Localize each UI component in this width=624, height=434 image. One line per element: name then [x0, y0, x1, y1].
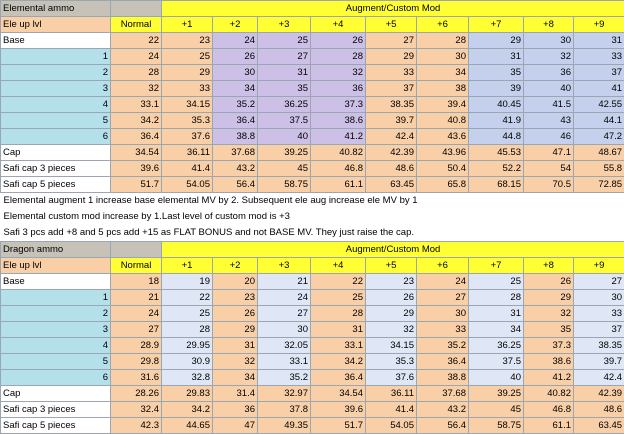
table-cell: 36.25: [258, 97, 311, 113]
row-label: 4: [1, 338, 111, 354]
table-cell: 37.5: [258, 113, 311, 129]
note-text: Safi 3 pcs add +8 and 5 pcs add +15 as FLAT BONUS and not BASE MV. They just raise the cap.: [1, 225, 624, 242]
table-cell: 39.4: [417, 97, 469, 113]
table-cell: 38.35: [574, 338, 624, 354]
table-cell: 41.4: [162, 161, 213, 177]
table-cell: 30: [574, 290, 624, 306]
table-cell: 40: [524, 81, 574, 97]
table-cell: 26: [311, 33, 366, 49]
table-cell: 35.2: [213, 97, 258, 113]
table-cell: 19: [162, 274, 213, 290]
table-cell: 18: [111, 274, 162, 290]
table-cell: 34.54: [111, 145, 162, 161]
table-row: [1, 65, 624, 81]
table-cell: 29.83: [162, 386, 213, 402]
table-cell: 22: [162, 290, 213, 306]
table-cell: 38.6: [311, 113, 366, 129]
table-cell: 33.1: [258, 354, 311, 370]
table-cell: 28: [311, 49, 366, 65]
table-row: [1, 177, 624, 193]
table-cell: 24: [213, 33, 258, 49]
table-cell: 56.4: [213, 177, 258, 193]
column-header: Normal: [111, 258, 162, 274]
table-cell: 44.8: [469, 129, 524, 145]
table-cell: 39.25: [258, 145, 311, 161]
table-row: [1, 129, 624, 145]
table-cell: 43.2: [213, 161, 258, 177]
table-row: [1, 113, 624, 129]
table-cell: 22: [311, 274, 366, 290]
table-cell: 32.05: [258, 338, 311, 354]
table-cell: 34.2: [162, 402, 213, 418]
table-cell: 39.6: [111, 161, 162, 177]
table-cell: 33.1: [311, 338, 366, 354]
table-row: [1, 33, 624, 49]
table-cell: 38.6: [524, 354, 574, 370]
table-cell: 41: [574, 81, 624, 97]
table-cell: 72.85: [574, 177, 624, 193]
table-cell: 22: [111, 33, 162, 49]
row-label: 2: [1, 306, 111, 322]
table-cell: 54.05: [162, 177, 213, 193]
table-cell: 44.65: [162, 418, 213, 434]
table-cell: 42.39: [366, 145, 417, 161]
table-cell: 43.96: [417, 145, 469, 161]
column-header: +7: [469, 17, 524, 33]
table-cell: 70.5: [524, 177, 574, 193]
table-row: [1, 161, 624, 177]
table-cell: 33: [366, 65, 417, 81]
table-cell: 63.45: [574, 418, 624, 434]
note-text: Elemental custom mod increase by 1.Last level of custom mod is +3: [1, 209, 624, 225]
table-cell: 40.45: [469, 97, 524, 113]
table-cell: 46: [524, 129, 574, 145]
column-header: +7: [469, 258, 524, 274]
table-cell: 40: [469, 370, 524, 386]
table-cell: 25: [311, 290, 366, 306]
table-row: [1, 97, 624, 113]
row-label: Safi cap 3 pieces: [1, 161, 111, 177]
table-cell: 30: [524, 33, 574, 49]
section-title: Elemental ammo: [1, 1, 111, 17]
table-row: [1, 402, 624, 418]
table-cell: 35: [258, 81, 311, 97]
table-row: [1, 49, 624, 65]
table-cell: 25: [258, 33, 311, 49]
blank-cell: [111, 242, 162, 258]
column-header: +4: [311, 258, 366, 274]
table-cell: 36.4: [213, 113, 258, 129]
table-cell: 37.3: [311, 97, 366, 113]
table-cell: 34: [213, 370, 258, 386]
table-cell: 30.9: [162, 354, 213, 370]
table-cell: 30: [258, 322, 311, 338]
table-cell: 28: [311, 306, 366, 322]
table-cell: 39.25: [469, 386, 524, 402]
table-cell: 32: [311, 65, 366, 81]
table-cell: 34.54: [311, 386, 366, 402]
table-cell: 27: [417, 290, 469, 306]
column-header: +8: [524, 17, 574, 33]
table-cell: 29: [162, 65, 213, 81]
section-title-row: [1, 1, 624, 17]
row-label: 3: [1, 81, 111, 97]
column-header: +9: [574, 17, 624, 33]
column-header: +4: [311, 17, 366, 33]
table-cell: 32: [213, 354, 258, 370]
table-cell: 38.8: [213, 129, 258, 145]
table-cell: 23: [366, 274, 417, 290]
row-label: Base: [1, 33, 111, 49]
table-cell: 36: [524, 65, 574, 81]
table-row: [1, 354, 624, 370]
table-cell: 41.5: [524, 97, 574, 113]
table-cell: 27: [366, 33, 417, 49]
table-cell: 32: [111, 81, 162, 97]
table-cell: 25: [162, 306, 213, 322]
column-header-row: [1, 17, 624, 33]
row-label: 5: [1, 113, 111, 129]
table-cell: 37: [366, 81, 417, 97]
table-cell: 47.2: [574, 129, 624, 145]
table-cell: 36.4: [311, 370, 366, 386]
table-cell: 55.8: [574, 161, 624, 177]
table-cell: 52.2: [469, 161, 524, 177]
table-cell: 26: [213, 49, 258, 65]
table-cell: 63.45: [366, 177, 417, 193]
table-cell: 36.11: [366, 386, 417, 402]
table-cell: 48.6: [574, 402, 624, 418]
table-cell: 56.4: [417, 418, 469, 434]
table-cell: 34: [417, 65, 469, 81]
table-cell: 31: [213, 338, 258, 354]
table-cell: 54.05: [366, 418, 417, 434]
table-cell: 29.95: [162, 338, 213, 354]
table-cell: 33: [574, 306, 624, 322]
table-cell: 32: [524, 306, 574, 322]
table-cell: 29: [524, 290, 574, 306]
row-label: 4: [1, 97, 111, 113]
table-cell: 24: [258, 290, 311, 306]
table-cell: 41.2: [524, 370, 574, 386]
table-cell: 37.68: [213, 145, 258, 161]
table-cell: 28: [417, 33, 469, 49]
table-cell: 28: [469, 290, 524, 306]
table-cell: 42.4: [366, 129, 417, 145]
table-cell: 34.2: [111, 113, 162, 129]
table-cell: 35.2: [258, 370, 311, 386]
table-cell: 33: [162, 81, 213, 97]
row-label: Safi cap 5 pieces: [1, 177, 111, 193]
table-cell: 29: [366, 49, 417, 65]
table-cell: 21: [111, 290, 162, 306]
table-row: [1, 386, 624, 402]
table-cell: 45: [258, 161, 311, 177]
section-title-row: [1, 242, 624, 258]
table-cell: 54: [524, 161, 574, 177]
table-cell: 45: [469, 402, 524, 418]
table-row: [1, 370, 624, 386]
table-cell: 37.3: [524, 338, 574, 354]
table-cell: 68.15: [469, 177, 524, 193]
table-cell: 26: [524, 274, 574, 290]
table-cell: 37.68: [417, 386, 469, 402]
augment-banner: Augment/Custom Mod: [162, 1, 624, 17]
table-cell: 31.4: [213, 386, 258, 402]
table-cell: 32.8: [162, 370, 213, 386]
row-label: Safi cap 5 pieces: [1, 418, 111, 434]
table-cell: 47.1: [524, 145, 574, 161]
table-cell: 31.6: [111, 370, 162, 386]
table-cell: 65.8: [417, 177, 469, 193]
column-header: +6: [417, 17, 469, 33]
table-cell: 37.6: [162, 129, 213, 145]
table-cell: 36.4: [417, 354, 469, 370]
column-header: +3: [258, 258, 311, 274]
table-row: [1, 338, 624, 354]
table-cell: 25: [469, 274, 524, 290]
table-row: [1, 274, 624, 290]
table-cell: 20: [213, 274, 258, 290]
table-cell: 37: [574, 65, 624, 81]
table-cell: 37: [574, 322, 624, 338]
table-cell: 45.53: [469, 145, 524, 161]
row-label: Cap: [1, 386, 111, 402]
table-cell: 28.9: [111, 338, 162, 354]
table-cell: 35: [469, 65, 524, 81]
table-cell: 28.26: [111, 386, 162, 402]
table-cell: 32: [524, 49, 574, 65]
table-cell: 39.7: [366, 113, 417, 129]
table-cell: 51.7: [311, 418, 366, 434]
table-cell: 33: [417, 322, 469, 338]
table-cell: 34.2: [311, 354, 366, 370]
table-cell: 42.39: [574, 386, 624, 402]
table-cell: 51.7: [111, 177, 162, 193]
table-cell: 44.1: [574, 113, 624, 129]
table-cell: 40.8: [417, 113, 469, 129]
table-row: [1, 418, 624, 434]
table-cell: 50.4: [417, 161, 469, 177]
row-label: Cap: [1, 145, 111, 161]
table-cell: 33: [574, 49, 624, 65]
column-header: +2: [213, 258, 258, 274]
table-cell: 36.25: [469, 338, 524, 354]
augment-banner: Augment/Custom Mod: [162, 242, 624, 258]
table-cell: 35.3: [366, 354, 417, 370]
table-cell: 27: [258, 306, 311, 322]
table-cell: 28: [111, 65, 162, 81]
note-row: [1, 193, 624, 210]
table-cell: 31: [311, 322, 366, 338]
table-row: [1, 322, 624, 338]
table-cell: 39: [469, 81, 524, 97]
table-cell: 34: [469, 322, 524, 338]
table-cell: 35.3: [162, 113, 213, 129]
table-cell: 58.75: [469, 418, 524, 434]
table-cell: 32: [366, 322, 417, 338]
table-cell: 23: [162, 33, 213, 49]
table-cell: 24: [111, 306, 162, 322]
table-cell: 31: [469, 49, 524, 65]
table-cell: 43.2: [417, 402, 469, 418]
column-header: +5: [366, 258, 417, 274]
table-cell: 48.67: [574, 145, 624, 161]
table-cell: 42.55: [574, 97, 624, 113]
row-label: 2: [1, 65, 111, 81]
table-cell: 40.82: [524, 386, 574, 402]
table-cell: 37.8: [258, 402, 311, 418]
table-cell: 32.97: [258, 386, 311, 402]
table-cell: 42.3: [111, 418, 162, 434]
table-cell: 30: [417, 306, 469, 322]
table-cell: 43.6: [417, 129, 469, 145]
table-cell: 36.11: [162, 145, 213, 161]
table-cell: 38.8: [417, 370, 469, 386]
table-cell: 49.35: [258, 418, 311, 434]
table-cell: 23: [213, 290, 258, 306]
column-header: +1: [162, 258, 213, 274]
table-cell: 46.8: [524, 402, 574, 418]
row-label: 3: [1, 322, 111, 338]
column-header: +9: [574, 258, 624, 274]
table-cell: 43: [524, 113, 574, 129]
table-cell: 29: [213, 322, 258, 338]
row-label: 1: [1, 290, 111, 306]
table-row: [1, 290, 624, 306]
table-cell: 25: [162, 49, 213, 65]
table-cell: 40: [258, 129, 311, 145]
table-cell: 61.1: [524, 418, 574, 434]
table-cell: 38.35: [366, 97, 417, 113]
table-cell: 36.4: [111, 129, 162, 145]
table-cell: 30: [417, 49, 469, 65]
table-cell: 24: [111, 49, 162, 65]
table-cell: 39.6: [311, 402, 366, 418]
table-cell: 41.9: [469, 113, 524, 129]
table-cell: 48.6: [366, 161, 417, 177]
table-cell: 26: [366, 290, 417, 306]
table-cell: 31: [258, 65, 311, 81]
row-label: Base: [1, 274, 111, 290]
table-cell: 47: [213, 418, 258, 434]
table-cell: 34.15: [162, 97, 213, 113]
table-cell: 41.2: [311, 129, 366, 145]
table-cell: 37.6: [366, 370, 417, 386]
column-header: +8: [524, 258, 574, 274]
table-cell: 39.7: [574, 354, 624, 370]
table-cell: 26: [213, 306, 258, 322]
table-cell: 31: [469, 306, 524, 322]
column-header-row: [1, 258, 624, 274]
table-cell: 29: [469, 33, 524, 49]
table-cell: 21: [258, 274, 311, 290]
table-cell: 30: [213, 65, 258, 81]
table-cell: 24: [417, 274, 469, 290]
column-header: +6: [417, 258, 469, 274]
table-cell: 27: [258, 49, 311, 65]
note-row: [1, 225, 624, 242]
note-text: Elemental augment 1 increase base elemental MV by 2. Subsequent ele aug increase ele MV by 1: [1, 193, 624, 210]
table-cell: 32.4: [111, 402, 162, 418]
table-cell: 38: [417, 81, 469, 97]
table-cell: 29.8: [111, 354, 162, 370]
column-header: Normal: [111, 17, 162, 33]
column-header: +2: [213, 17, 258, 33]
table-cell: 36: [213, 402, 258, 418]
blank-cell: [111, 1, 162, 17]
column-header: +5: [366, 17, 417, 33]
column-header: +3: [258, 17, 311, 33]
table-cell: 34.15: [366, 338, 417, 354]
table-cell: 42.4: [574, 370, 624, 386]
table-cell: 27: [574, 274, 624, 290]
table-cell: 28: [162, 322, 213, 338]
table-cell: 58.75: [258, 177, 311, 193]
row-label: 6: [1, 370, 111, 386]
table-row: [1, 306, 624, 322]
table-cell: 37.5: [469, 354, 524, 370]
table-cell: 41.4: [366, 402, 417, 418]
row-label: Safi cap 3 pieces: [1, 402, 111, 418]
row-label: 6: [1, 129, 111, 145]
table-cell: 36: [311, 81, 366, 97]
table-cell: 35: [524, 322, 574, 338]
table-cell: 61.1: [311, 177, 366, 193]
corner-label: Ele up lvl: [1, 17, 111, 33]
table-cell: 40.82: [311, 145, 366, 161]
table-row: [1, 81, 624, 97]
corner-label: Ele up lvl: [1, 258, 111, 274]
table-cell: 46.8: [311, 161, 366, 177]
table-cell: 31: [574, 33, 624, 49]
table-cell: 35.2: [417, 338, 469, 354]
note-row: [1, 209, 624, 225]
table-cell: 33.1: [111, 97, 162, 113]
table-cell: 27: [111, 322, 162, 338]
table-row: [1, 145, 624, 161]
section-title: Dragon ammo: [1, 242, 111, 258]
table-cell: 29: [366, 306, 417, 322]
table-cell: 34: [213, 81, 258, 97]
row-label: 5: [1, 354, 111, 370]
row-label: 1: [1, 49, 111, 65]
column-header: +1: [162, 17, 213, 33]
